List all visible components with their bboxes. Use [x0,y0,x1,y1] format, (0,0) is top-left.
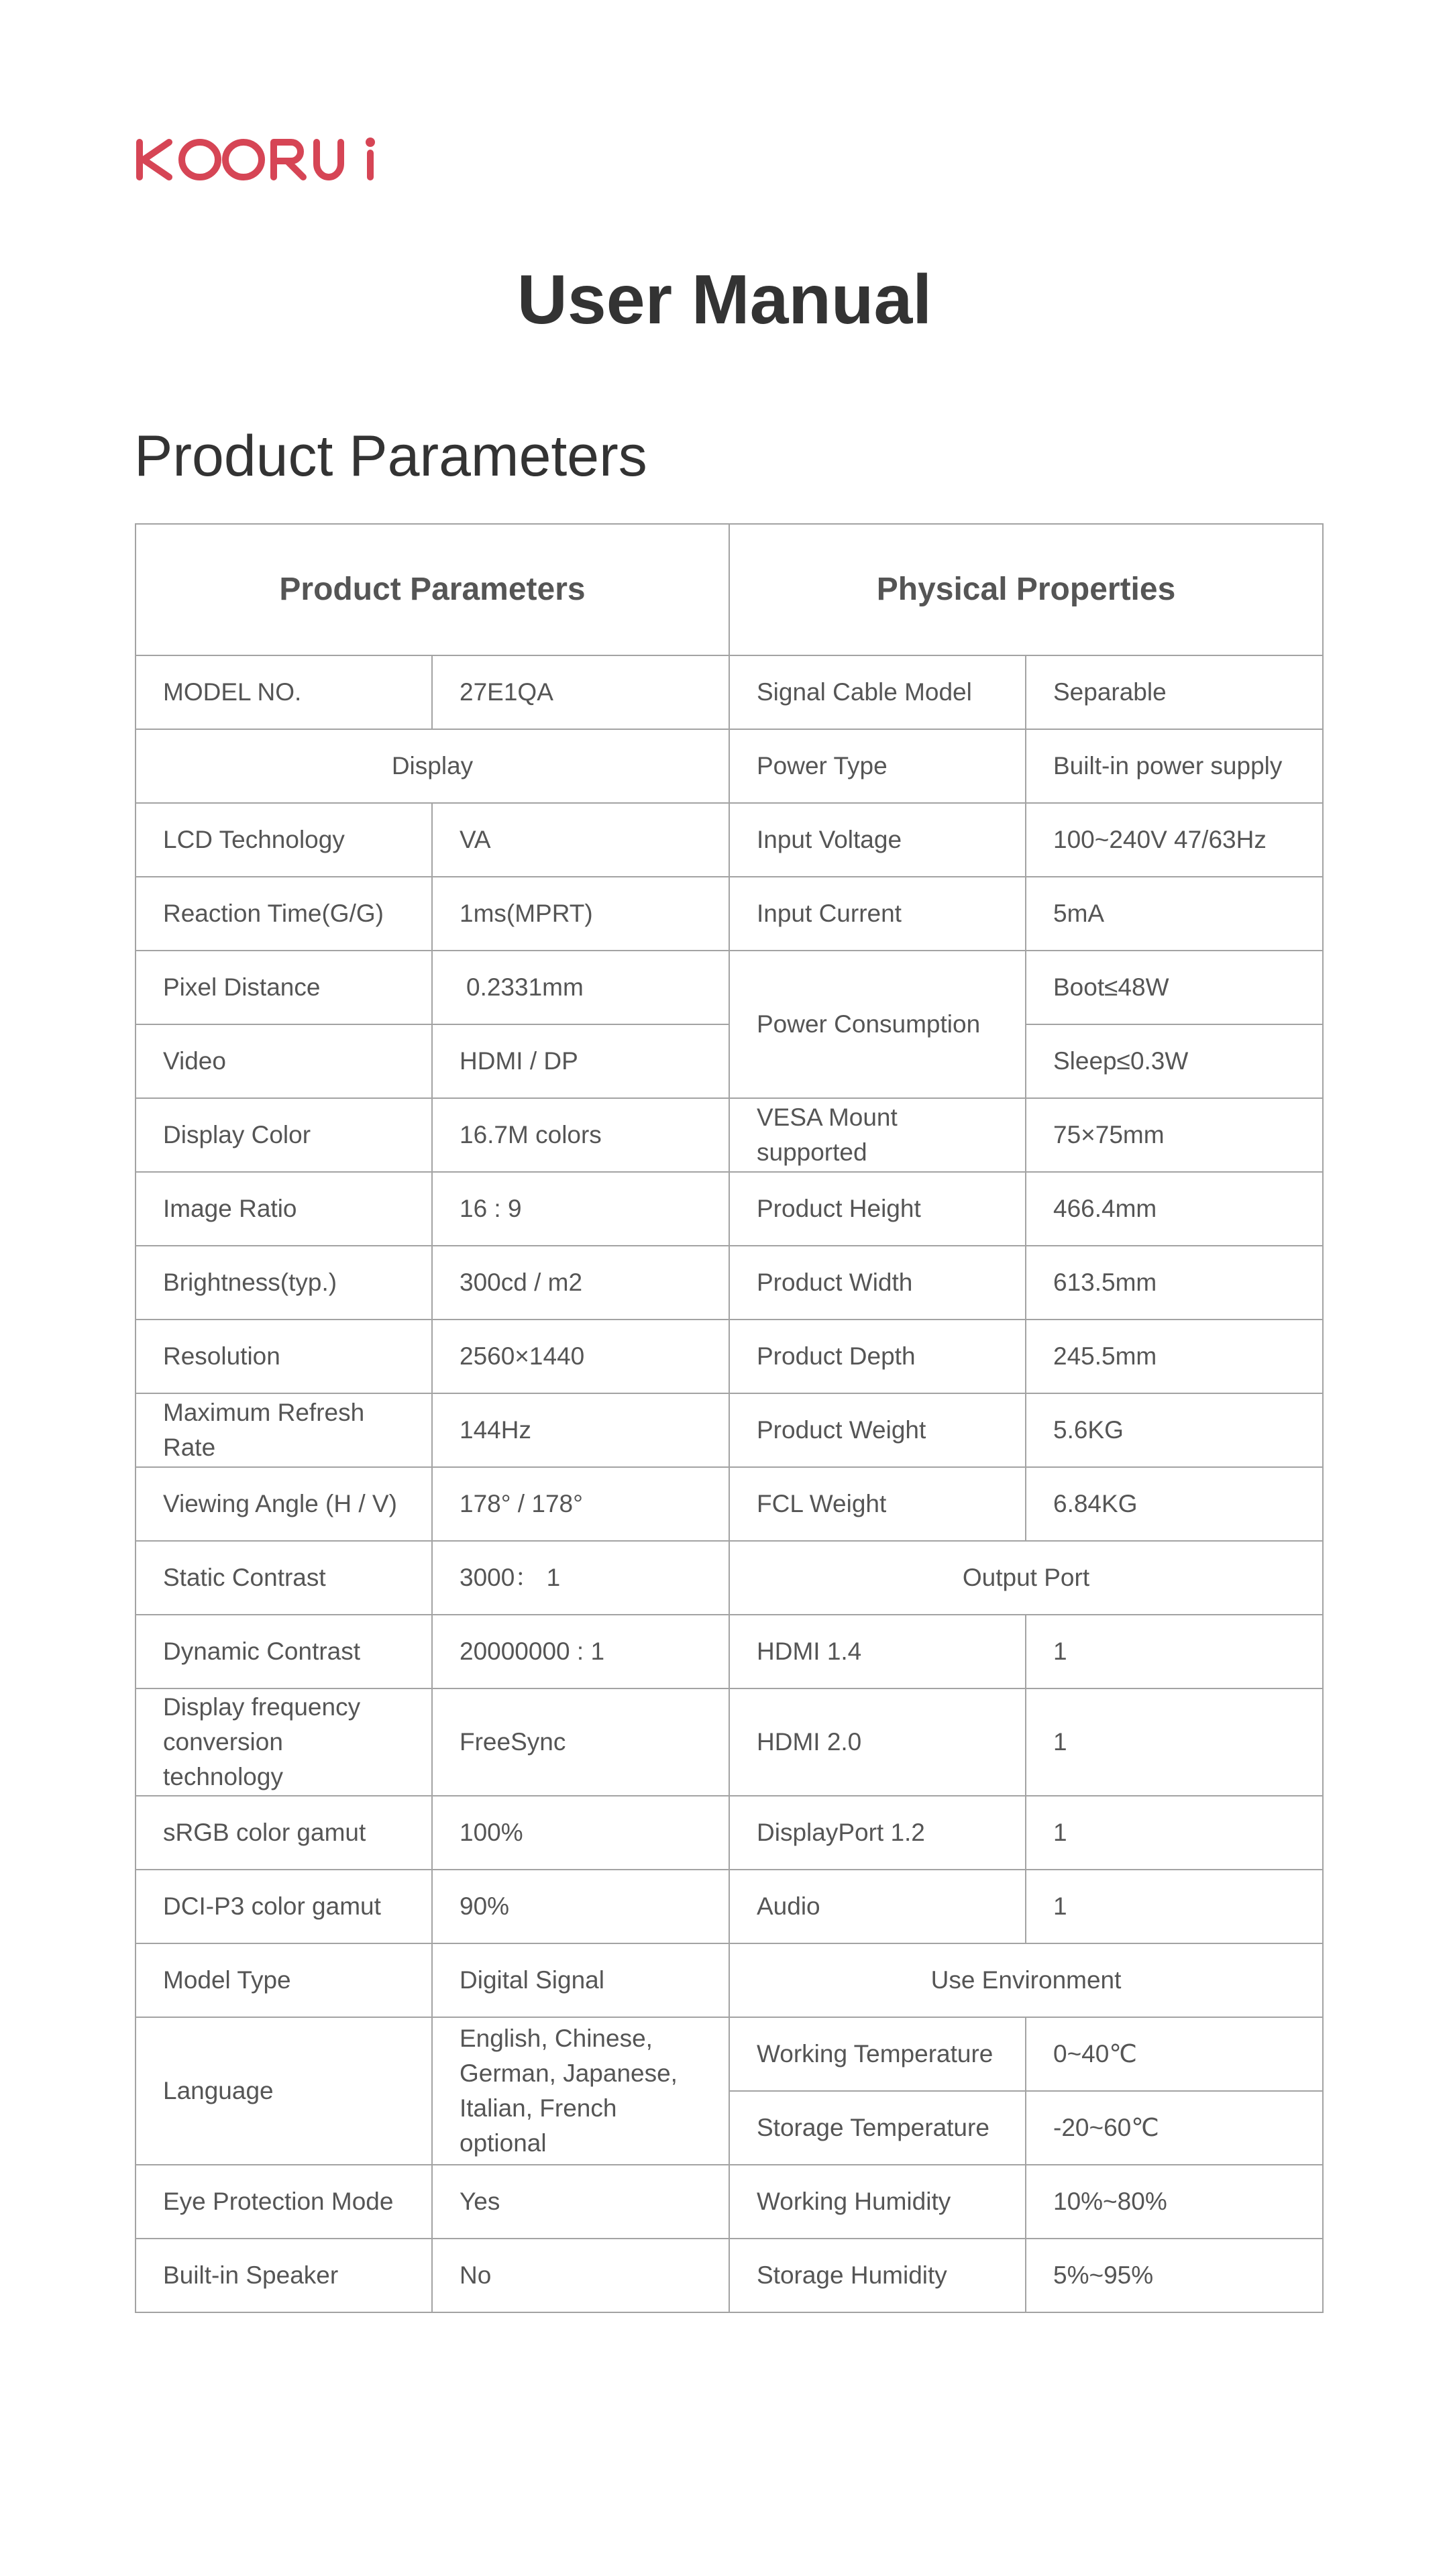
table-row [136,2017,1323,2091]
header-product-parameters: Product Parameters [136,524,729,655]
table-row [136,1796,1323,1870]
label-reaction-time: Reaction Time(G/G) [136,877,432,951]
value-language-line1: English, Chinese, [460,2025,653,2053]
value-dcip3: 90% [432,1870,729,1943]
value-eye-protection: Yes [432,2165,729,2239]
group-output-port: Output Port [729,1541,1323,1615]
label-working-temp: Working Temperature [729,2017,1026,2091]
label-eye-protection: Eye Protection Mode [136,2165,432,2239]
table-row [136,1467,1323,1541]
table-row [136,729,1323,803]
table-row [136,1098,1323,1172]
value-static-contrast: 3000： 1 [432,1541,729,1615]
label-power-consumption: Power Consumption [729,951,1026,1098]
koorui-logo-icon [134,134,379,182]
table-row [136,803,1323,877]
label-viewing-angle: Viewing Angle (H / V) [136,1467,432,1541]
label-dcip3: DCI-P3 color gamut [136,1870,432,1943]
label-static-contrast: Static Contrast [136,1541,432,1615]
value-language [432,2017,729,2165]
label-power-type: Power Type [729,729,1026,803]
table-row [136,1246,1323,1320]
label-brightness: Brightness(typ.) [136,1246,432,1320]
table-row [136,1688,1323,1796]
table-row [136,655,1323,729]
label-signal-cable: Signal Cable Model [729,655,1026,729]
value-max-refresh: 144Hz [432,1393,729,1467]
value-display-color: 16.7M colors [432,1098,729,1172]
label-image-ratio: Image Ratio [136,1172,432,1246]
section-heading: Product Parameters [134,424,647,488]
value-model-type: Digital Signal [432,1943,729,2017]
value-product-width: 613.5mm [1026,1246,1323,1320]
value-product-depth: 245.5mm [1026,1320,1323,1393]
label-product-width: Product Width [729,1246,1026,1320]
table-row [136,1541,1323,1615]
table-row [136,1943,1323,2017]
label-builtin-speaker: Built-in Speaker [136,2239,432,2312]
document-title: User Manual [517,261,932,339]
label-hdmi20: HDMI 2.0 [729,1688,1026,1796]
table-row [136,2239,1323,2312]
spec-table [135,523,1324,2313]
value-freq-conversion: FreeSync [432,1688,729,1796]
value-hdmi20: 1 [1026,1688,1323,1796]
value-input-voltage: 100~240V 47/63Hz [1026,803,1323,877]
value-vesa: 75×75mm [1026,1098,1323,1172]
label-freq-conversion-line2: conversion technology [163,1728,283,1790]
value-storage-humidity: 5%~95% [1026,2239,1323,2312]
group-use-environment: Use Environment [729,1943,1323,2017]
value-signal-cable: Separable [1026,655,1323,729]
label-pixel-distance: Pixel Distance [136,951,432,1024]
label-language: Language [136,2017,432,2165]
value-image-ratio: 16 : 9 [432,1172,729,1246]
value-lcd-technology: VA [432,803,729,877]
value-product-weight: 5.6KG [1026,1393,1323,1467]
label-srgb: sRGB color gamut [136,1796,432,1870]
value-srgb: 100% [432,1796,729,1870]
value-pixel-distance: 0.2331mm [432,951,729,1024]
label-audio: Audio [729,1870,1026,1943]
value-fcl-weight: 6.84KG [1026,1467,1323,1541]
value-power-type: Built-in power supply [1026,729,1323,803]
label-working-humidity: Working Humidity [729,2165,1026,2239]
table-row [136,1172,1323,1246]
value-storage-temp: -20~60℃ [1026,2091,1323,2165]
label-resolution: Resolution [136,1320,432,1393]
label-input-current: Input Current [729,877,1026,951]
label-product-height: Product Height [729,1172,1026,1246]
label-model-type: Model Type [136,1943,432,2017]
value-language-line2: German, Japanese, [460,2059,678,2088]
value-hdmi14: 1 [1026,1615,1323,1688]
value-builtin-speaker: No [432,2239,729,2312]
table-row [136,1870,1323,1943]
value-working-temp: 0~40℃ [1026,2017,1323,2091]
label-hdmi14: HDMI 1.4 [729,1615,1026,1688]
label-dynamic-contrast: Dynamic Contrast [136,1615,432,1688]
value-model-no: 27E1QA [432,655,729,729]
label-max-refresh: Maximum Refresh Rate [136,1393,432,1467]
label-storage-humidity: Storage Humidity [729,2239,1026,2312]
value-power-sleep: Sleep≤0.3W [1026,1024,1323,1098]
value-working-humidity: 10%~80% [1026,2165,1323,2239]
label-model-no: MODEL NO. [136,655,432,729]
value-language-line3: Italian, French optional [460,2094,617,2157]
table-row [136,1615,1323,1688]
table-row [136,1393,1323,1467]
table-row [136,877,1323,951]
table-row [136,1320,1323,1393]
table-row [136,2165,1323,2239]
value-video: HDMI / DP [432,1024,729,1098]
label-video: Video [136,1024,432,1098]
value-displayport12: 1 [1026,1796,1323,1870]
value-reaction-time: 1ms(MPRT) [432,877,729,951]
label-product-weight: Product Weight [729,1393,1026,1467]
table-header-row [136,524,1323,655]
brand-logo [134,134,379,182]
label-fcl-weight: FCL Weight [729,1467,1026,1541]
label-input-voltage: Input Voltage [729,803,1026,877]
value-dynamic-contrast: 20000000 : 1 [432,1615,729,1688]
value-brightness: 300cd / m2 [432,1246,729,1320]
label-vesa: VESA Mount supported [729,1098,1026,1172]
label-product-depth: Product Depth [729,1320,1026,1393]
label-lcd-technology: LCD Technology [136,803,432,877]
label-storage-temp: Storage Temperature [729,2091,1026,2165]
value-resolution: 2560×1440 [432,1320,729,1393]
label-freq-conversion [136,1688,432,1796]
value-product-height: 466.4mm [1026,1172,1323,1246]
value-audio: 1 [1026,1870,1323,1943]
value-power-boot: Boot≤48W [1026,951,1323,1024]
label-freq-conversion-line1: Display frequency [163,1693,361,1721]
value-viewing-angle: 178° / 178° [432,1467,729,1541]
header-physical-properties: Physical Properties [729,524,1323,655]
value-input-current: 5mA [1026,877,1323,951]
group-display: Display [136,729,729,803]
table-row [136,951,1323,1024]
label-display-color: Display Color [136,1098,432,1172]
label-displayport12: DisplayPort 1.2 [729,1796,1026,1870]
